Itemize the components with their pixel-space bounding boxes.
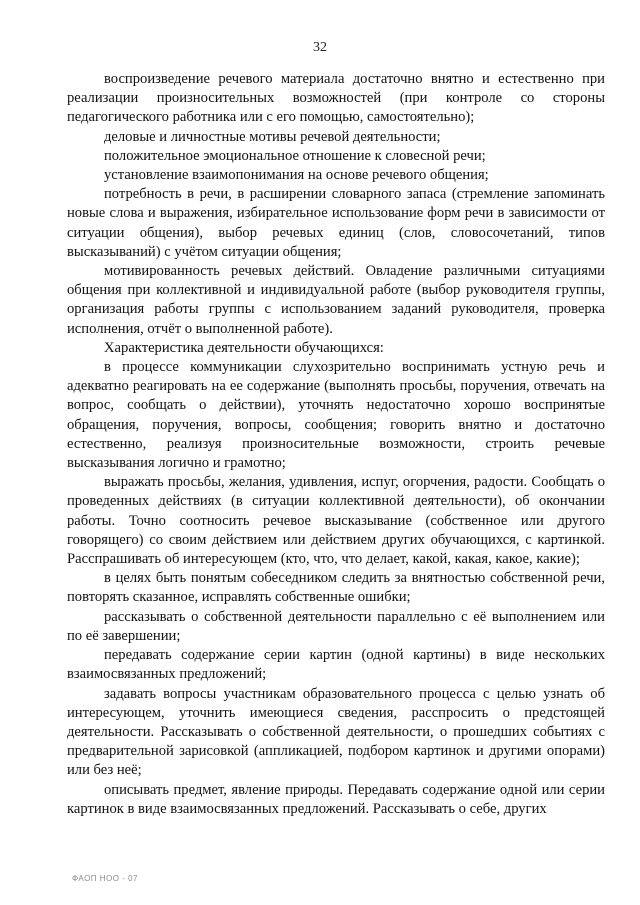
paragraph: выражать просьбы, желания, удивления, испуг, огорчения, радости. Сообщать о проведенных действиях (в ситуации коллективной деятельности), об окончании работы. Точно соотносить речевое высказывание (собственное или другого говорящего) со своим действием или действием других обучающихся, с картинкой. Расспрашивать об интересующем (кто, что, что делает, какой, какая, какое, какие);: [67, 474, 605, 568]
page-number: 32: [313, 40, 327, 55]
paragraph: потребность в речи, в расширении словарного запаса (стремление запоминать новые слова и выражения, избирательное использование форм речи в зависимости от ситуации общения), выбор речевых единиц (слов, словосочетаний, типов высказываний) с учётом ситуации общения;: [67, 186, 605, 260]
paragraph: в целях быть понятым собеседником следить за внятностью собственной речи, повторять сказанное, исправлять собственные ошибки;: [67, 570, 605, 606]
paragraph: воспроизведение речевого материала достаточно внятно и естественно при реализации произносительных возможностей (при контроле со стороны педагогического работника или с его помощью, самостоятельно);: [67, 71, 605, 126]
paragraph: деловые и личностные мотивы речевой деятельности;: [104, 128, 441, 145]
paragraph: в процессе коммуникации слухозрительно воспринимать устную речь и адекватно реагировать на ее содержание (выполнять просьбы, поручения, отвечать на вопрос, сообщать о действии), уточнять недостаточно хорошо воспринятые обращения, поручения, вопросы, сообщения; говорить внятно и достаточно естественно, реализуя произносительные возможности, строить речевые высказывания логично и грамотно;: [67, 359, 605, 472]
paragraph: описывать предмет, явление природы. Передавать содержание одной или серии картинок в виде взаимосвязанных предложений. Рассказывать о себе, других: [67, 781, 605, 817]
paragraph: установление взаимопонимания на основе речевого общения;: [104, 167, 489, 184]
paragraph: положительное эмоциональное отношение к словесной речи;: [104, 147, 486, 164]
paragraph: задавать вопросы участникам образовательного процесса с целью узнать об интересующем, уточнить имеющиеся сведения, расспросить о предстоящей деятельности. Рассказывать о собственной деятельности, о прошедших событиях с предварительной зарисовкой (аппликацией, подбором картинок и другими опорами) или без неё;: [67, 685, 605, 779]
paragraph: мотивированность речевых действий. Овладение различными ситуациями общения при коллективной и индивидуальной работе (выбор руководителя группы, организация работы группы с использованием заданий руководителя, проверка исполнения, отчёт о выполненной работе).: [67, 263, 605, 337]
paragraph: передавать содержание серии картин (одной картины) в виде нескольких взаимосвязанных предложений;: [67, 647, 605, 683]
paragraph: рассказывать о собственной деятельности параллельно с её выполнением или по её завершении;: [67, 608, 605, 644]
footer-stamp: ФАОП НОО - 07: [72, 874, 138, 883]
page-body: [67, 70, 605, 819]
section-heading: Характеристика деятельности обучающихся:: [104, 339, 384, 356]
